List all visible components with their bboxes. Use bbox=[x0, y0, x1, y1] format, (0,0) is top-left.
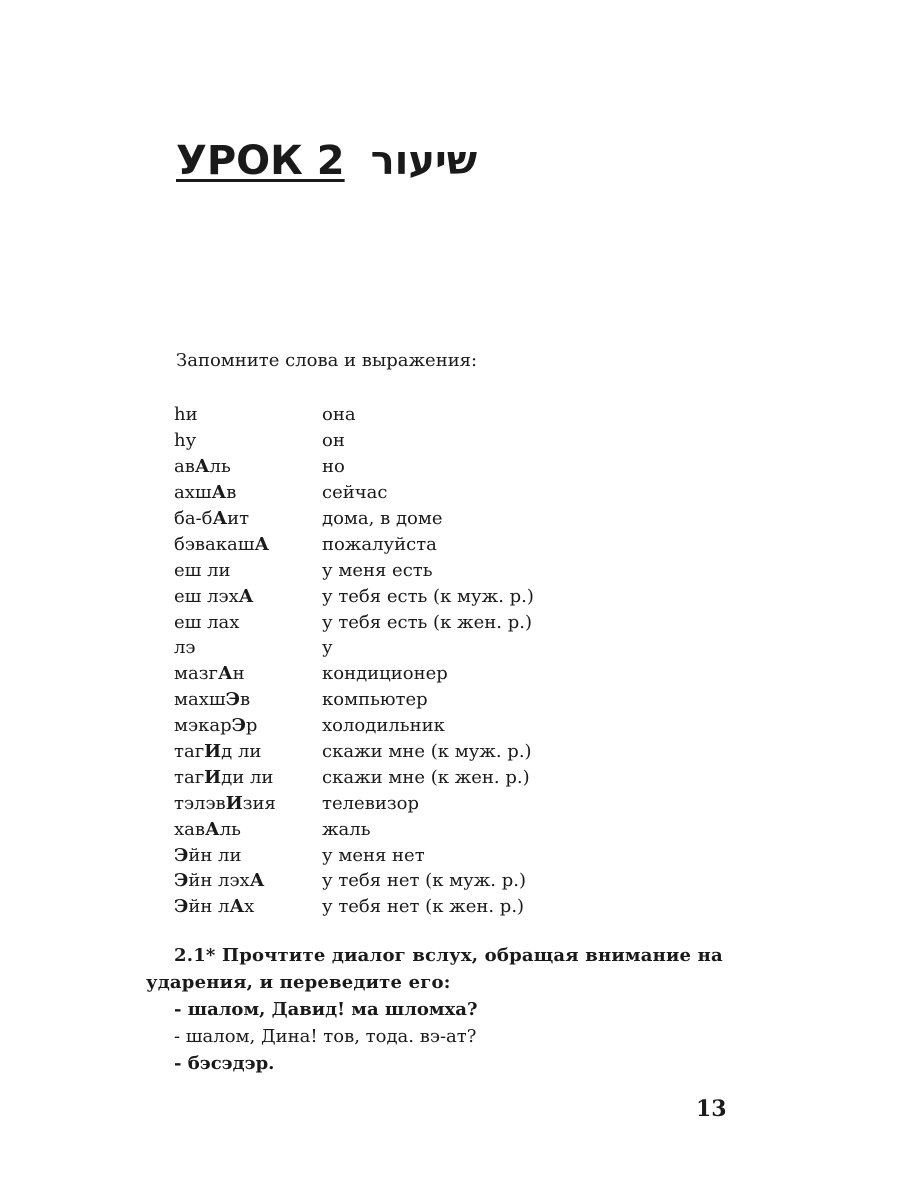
term-part: мэкар bbox=[174, 715, 232, 737]
stressed-vowel: И bbox=[204, 766, 222, 788]
vocab-row bbox=[174, 842, 534, 868]
vocab-term bbox=[174, 793, 322, 814]
vocab-row bbox=[174, 609, 534, 635]
stressed-vowel: Э bbox=[174, 870, 189, 892]
term-part: ахш bbox=[174, 482, 212, 504]
term-part: тэлэв bbox=[174, 792, 226, 814]
stressed-vowel: А bbox=[212, 508, 228, 529]
term-part: лэ bbox=[174, 637, 196, 659]
vocab-translation: у тебя есть (к муж. р.) bbox=[322, 585, 534, 607]
vocab-translation: кондиционер bbox=[322, 663, 448, 685]
term-part: таг bbox=[174, 766, 205, 788]
vocab-row bbox=[174, 713, 534, 739]
stressed-vowel: Э bbox=[231, 715, 246, 737]
vocab-translation: у тебя есть (к жен. р.) bbox=[322, 611, 532, 633]
vocab-term bbox=[174, 637, 322, 658]
term-part: ль bbox=[209, 456, 231, 478]
vocab-term bbox=[174, 534, 322, 555]
vocab-term bbox=[174, 404, 322, 425]
vocab-translation: скажи мне (к муж. р.) bbox=[322, 741, 532, 763]
stressed-vowel: А bbox=[217, 663, 233, 685]
vocab-translation: жаль bbox=[322, 818, 371, 840]
vocab-row bbox=[174, 739, 534, 765]
vocab-translation: у тебя нет (к жен. р.) bbox=[322, 896, 525, 918]
vocab-translation: он bbox=[322, 430, 345, 452]
dialog bbox=[146, 996, 736, 1077]
vocab-term bbox=[174, 508, 322, 529]
stressed-vowel: И bbox=[204, 741, 222, 763]
vocab-translation: у меня есть bbox=[322, 559, 433, 581]
vocab-row bbox=[174, 790, 534, 816]
term-part: йн ли bbox=[188, 844, 242, 866]
vocab-translation: у bbox=[322, 637, 333, 659]
term-part: ди ли bbox=[221, 766, 274, 788]
vocab-row bbox=[174, 506, 534, 532]
vocab-translation: у тебя нет (к муж. р.) bbox=[322, 870, 527, 892]
term-part: еш лэх bbox=[174, 585, 239, 607]
vocab-translation: у меня нет bbox=[322, 844, 425, 866]
vocab-term bbox=[174, 663, 322, 684]
term-part: х bbox=[244, 896, 255, 918]
term-part: и bbox=[185, 404, 198, 426]
term-part: махш bbox=[174, 689, 226, 711]
vocab-term bbox=[174, 845, 322, 866]
vocab-translation: но bbox=[322, 456, 345, 478]
stressed-vowel: А bbox=[194, 456, 210, 478]
term-part: н bbox=[232, 663, 245, 685]
term-part: йн л bbox=[188, 896, 230, 918]
term-part: зия bbox=[242, 792, 276, 814]
vocab-term bbox=[174, 741, 322, 762]
vocab-translation: телевизор bbox=[322, 792, 420, 814]
stressed-vowel: А bbox=[249, 870, 265, 892]
vocab-term bbox=[174, 586, 322, 607]
stressed-vowel: А bbox=[254, 533, 270, 555]
term-part: бэвакаш bbox=[174, 533, 255, 555]
vocab-term bbox=[174, 715, 322, 736]
term-part: мазг bbox=[174, 663, 218, 685]
term-part: р bbox=[245, 715, 258, 737]
vocab-translation: сейчас bbox=[322, 482, 388, 504]
vocab-row bbox=[174, 816, 534, 842]
term-part: таг bbox=[174, 741, 205, 763]
vocab-translation: скажи мне (к жен. р.) bbox=[322, 766, 530, 788]
vocab-translation: пожалуйста bbox=[322, 533, 437, 555]
vocab-row bbox=[174, 557, 534, 583]
vocab-row bbox=[174, 868, 534, 894]
vocab-translation: компьютер bbox=[322, 689, 428, 711]
term-part: ба-б bbox=[174, 508, 213, 529]
term-part: еш ли bbox=[174, 559, 231, 581]
vocab-term bbox=[174, 689, 322, 710]
vocab-row bbox=[174, 661, 534, 687]
vocab-term bbox=[174, 560, 322, 581]
vocab-term bbox=[174, 612, 322, 633]
term-part: д ли bbox=[221, 741, 262, 763]
stressed-vowel: А bbox=[211, 482, 227, 504]
stressed-vowel: А bbox=[229, 896, 245, 918]
vocab-translation: холодильник bbox=[322, 715, 445, 737]
vocab-translation: она bbox=[322, 404, 356, 426]
stressed-vowel: А bbox=[238, 585, 254, 607]
term-part: хав bbox=[174, 818, 206, 840]
vocab-row bbox=[174, 764, 534, 790]
stressed-vowel: Э bbox=[174, 844, 189, 866]
stressed-vowel: Э bbox=[225, 689, 240, 711]
term-part: hу bbox=[174, 430, 197, 452]
term-part: h bbox=[174, 404, 186, 426]
term-part: ав bbox=[174, 456, 195, 478]
vocab-row bbox=[174, 428, 534, 454]
term-part: ит bbox=[227, 508, 250, 529]
vocab-intro: Запомните слова и выражения: bbox=[176, 350, 478, 371]
term-part: в bbox=[226, 482, 237, 504]
vocab-row bbox=[174, 402, 534, 428]
stressed-vowel: А bbox=[205, 818, 220, 840]
lesson-title-hebrew: שיעור bbox=[370, 138, 478, 184]
lesson-title bbox=[176, 134, 477, 188]
vocab-row bbox=[174, 531, 534, 557]
dialog-line: - шалом, Давид! ма шломха? bbox=[174, 999, 478, 1020]
vocab-term bbox=[174, 819, 322, 840]
stressed-vowel: И bbox=[225, 792, 243, 814]
exercise-heading: 2.1* Прочтите диалог вслух, обращая внимание на ударения, и переведите его: bbox=[146, 945, 723, 993]
term-part: ль bbox=[219, 818, 241, 840]
vocab-term bbox=[174, 767, 322, 788]
lesson-title-ru: УРОК 2 bbox=[176, 138, 345, 184]
vocab-term bbox=[174, 870, 322, 891]
vocab-row bbox=[174, 454, 534, 480]
exercise-2-1 bbox=[146, 942, 736, 1077]
vocab-row bbox=[174, 480, 534, 506]
term-part: йн лэх bbox=[188, 870, 250, 892]
page-number: 13 bbox=[696, 1096, 727, 1122]
dialog-line: - шалом, Дина! тов, тода. вэ-ат? bbox=[174, 1026, 477, 1047]
vocab-term bbox=[174, 456, 322, 477]
vocab-term bbox=[174, 430, 322, 451]
vocab-row bbox=[174, 687, 534, 713]
vocabulary-list bbox=[174, 402, 534, 920]
vocab-term bbox=[174, 482, 322, 503]
vocab-row bbox=[174, 894, 534, 920]
vocab-translation: дома, в доме bbox=[322, 508, 443, 529]
term-part: еш лах bbox=[174, 611, 240, 633]
dialog-line: - бэсэдэр. bbox=[174, 1053, 275, 1074]
vocab-row bbox=[174, 635, 534, 661]
term-part: в bbox=[239, 689, 251, 711]
stressed-vowel: Э bbox=[174, 896, 189, 918]
vocab-row bbox=[174, 583, 534, 609]
vocab-term bbox=[174, 896, 322, 917]
